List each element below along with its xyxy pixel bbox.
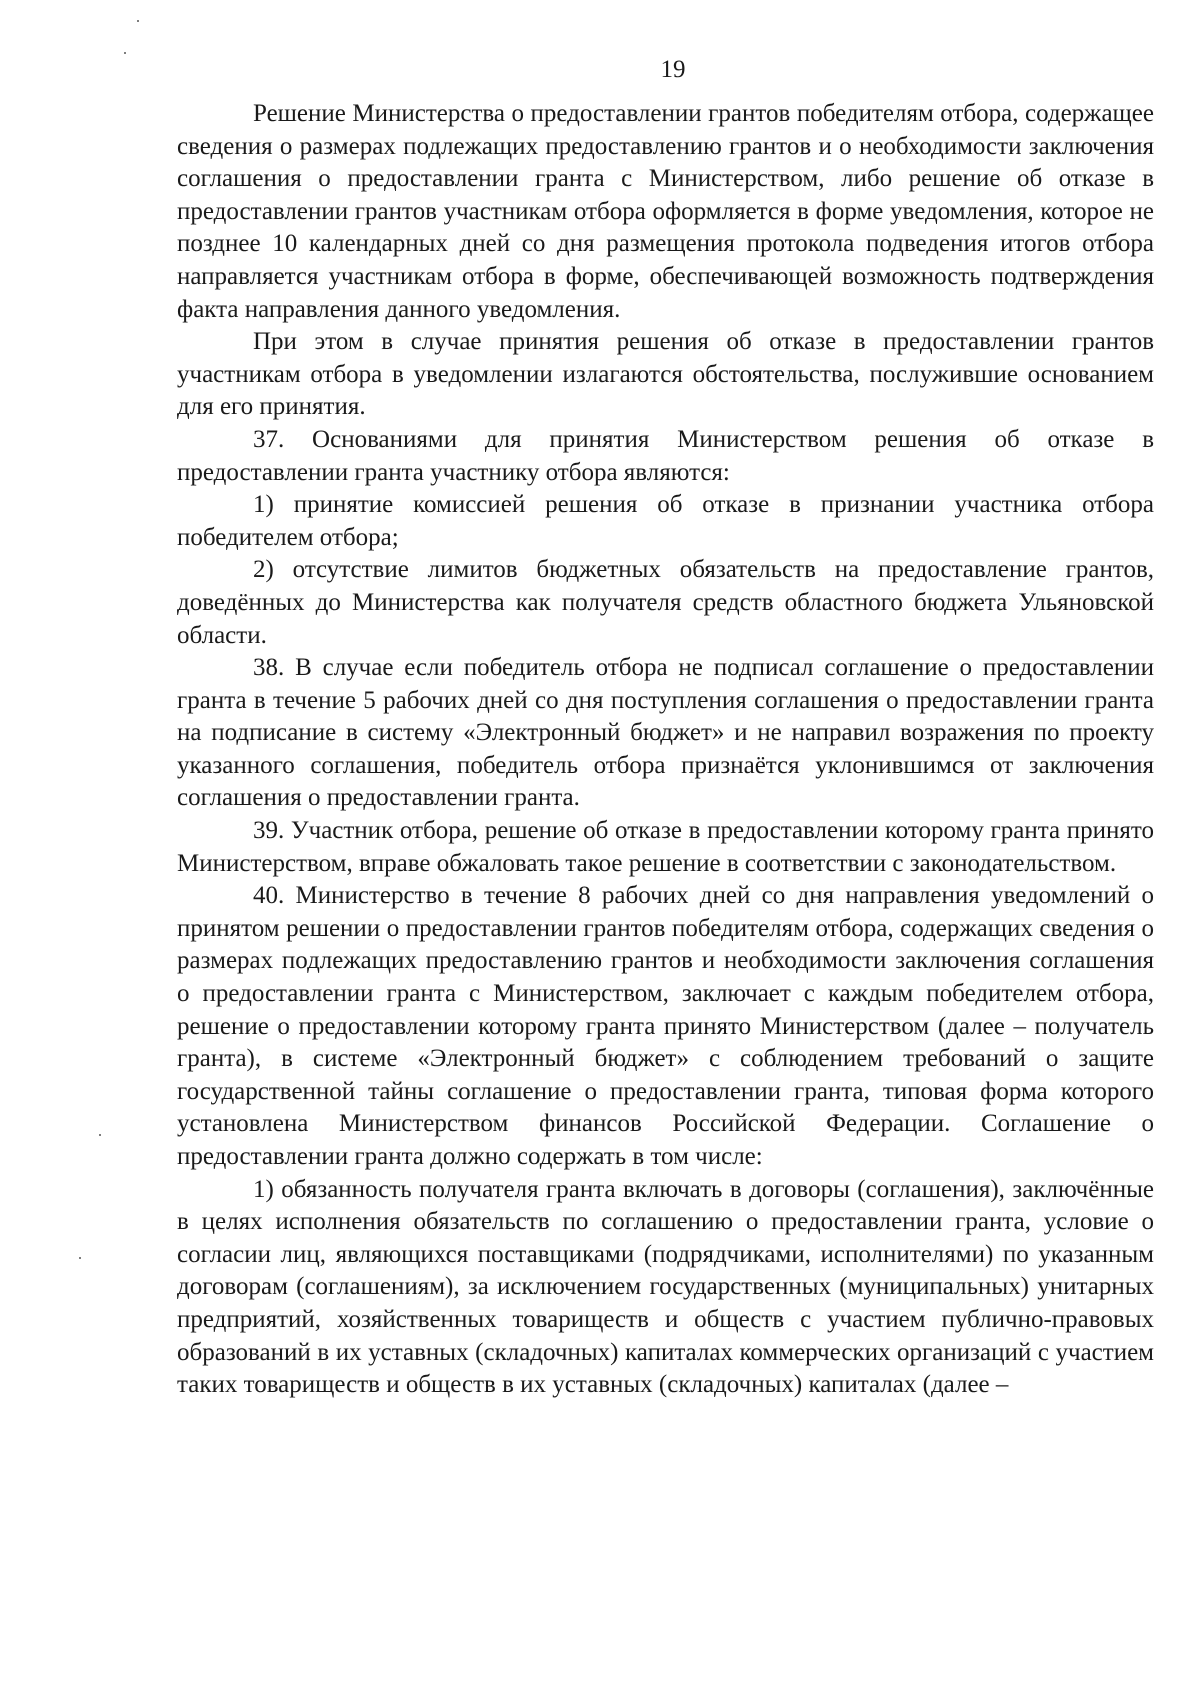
page-number: 19 bbox=[660, 56, 686, 83]
paragraph-40-item-1: 1) обязанность получателя гранта включать в договоры (соглашения), заключённые в целях исполнения обязательств по соглашению о предоставлении гранта, условие о согласии лиц, являющихся поставщиками (подрядчиками, исполнителями) по указанным договорам (соглашениям), за исключением государственных (муниципальных) унитарных предприятий, хозяйственных товариществ и обществ с участием публично-правовых образований в их уставных (складочных) капиталах коммерческих организаций с участием таких товариществ и обществ в их уставных (складочных) капиталах (далее – bbox=[177, 1175, 1154, 1399]
scan-speck bbox=[79, 1257, 81, 1259]
scan-speck bbox=[99, 1134, 101, 1136]
paragraph-37-item-1: 1) принятие комиссией решения об отказе в признании участника отбора победителем отбора; bbox=[177, 491, 1154, 551]
paragraph-refusal-circumstances: При этом в случае принятия решения об отказе в предоставлении грантов участникам отбора в уведомлении излагаются обстоятельства, послужившие основанием для его принятия. bbox=[177, 328, 1154, 421]
document-body bbox=[177, 98, 1154, 1402]
paragraph-grant-decision-notice: Решение Министерства о предоставлении грантов победителям отбора, содержащее сведения о размерах подлежащих предоставлению грантов и о необходимости заключения соглашения о предоставлении гранта с Министерством, либо решение об отказе в предоставлении грантов участникам отбора оформляется в форме уведомления, которое не позднее 10 календарных дней со дня размещения протокола подведения итогов отбора направляется участникам отбора в форме, обеспечивающей возможность подтверждения факта направления данного уведомления. bbox=[177, 100, 1154, 323]
paragraph-37-refusal-grounds: 37. Основаниями для принятия Министерством решения об отказе в предоставлении гранта участнику отбора являются: bbox=[177, 425, 1154, 486]
scan-speck bbox=[124, 52, 126, 54]
scan-speck bbox=[137, 20, 139, 22]
paragraph-40: 40. Министерство в течение 8 рабочих дней со дня направления уведомлений о принятом решении о предоставлении грантов победителям отбора, содержащих сведения о размерах подлежащих предоставлению грантов и необходимости заключения соглашения о предоставлении гранта с Министерством, заключает с каждым победителем отбора, решение о предоставлении которому гранта принято Министерством (далее – получатель гранта), в системе «Электронный бюджет» с соблюдением требований о защите государственной тайны соглашение о предоставлении гранта, типовая форма которого установлена Министерством финансов Российской Федерации. Соглашение о предоставлении гранта должно содержать в том числе: bbox=[177, 882, 1154, 1170]
paragraph-37-item-2: 2) отсутствие лимитов бюджетных обязательств на предоставление грантов, доведённых до Министерства как получателя средств областного бюджета Ульяновской области. bbox=[177, 556, 1154, 649]
paragraph-39: 39. Участник отбора, решение об отказе в предоставлении которому гранта принято Министерством, вправе обжаловать такое решение в соответствии с законодательством. bbox=[177, 817, 1154, 877]
paragraph-38: 38. В случае если победитель отбора не подписал соглашение о предоставлении гранта в течение 5 рабочих дней со дня поступления соглашения о предоставлении гранта на подписание в систему «Электронный бюджет» и не направил возражения по проекту указанного соглашения, победитель отбора признаётся уклонившимся от заключения соглашения о предоставлении гранта. bbox=[177, 654, 1154, 812]
